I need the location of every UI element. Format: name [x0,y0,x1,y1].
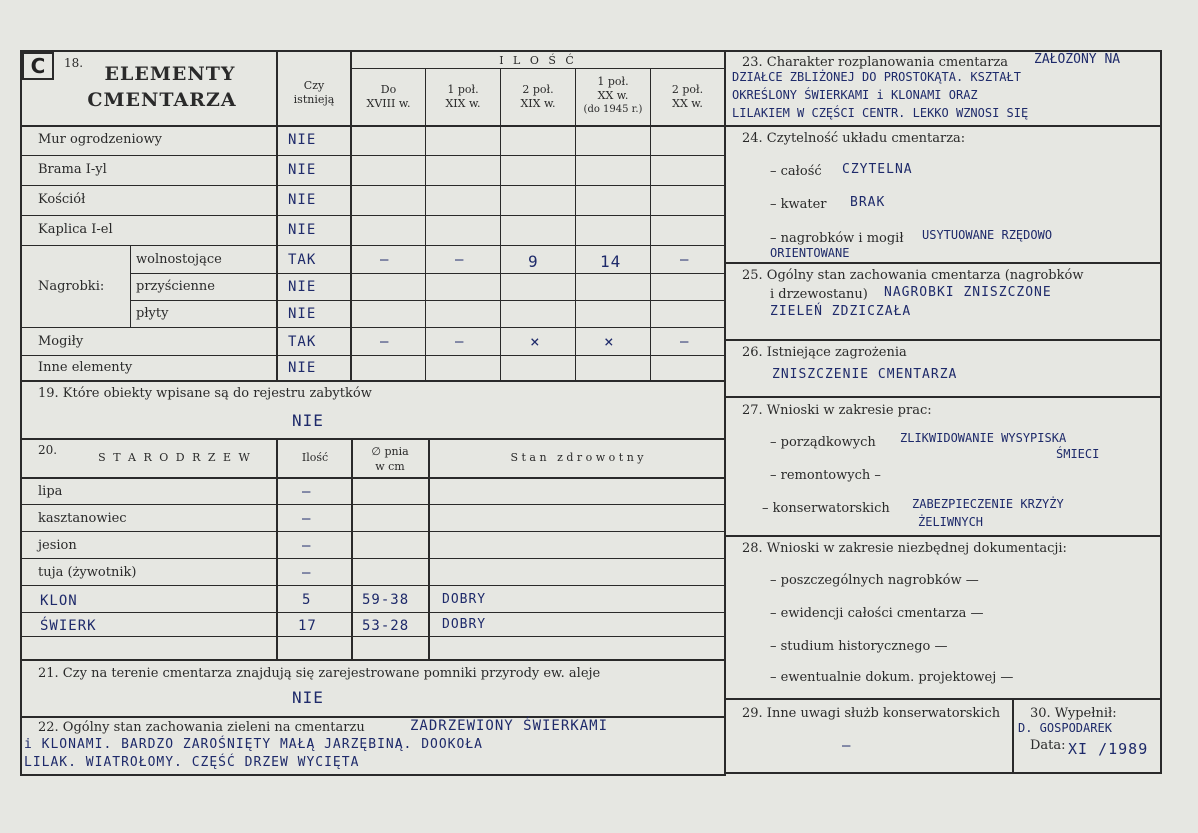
s18-col-3-l2: XX w. [597,89,629,102]
s18-row-line [130,300,724,301]
s18-ilosc-line [350,68,724,69]
s18-row-label: wolnostojące [136,252,222,267]
s18-col-line [276,50,278,381]
s19-bottom [20,438,724,440]
s18-row-label: Mur ogrodzeniowy [38,132,162,147]
s19-value: NIE [292,411,324,430]
s18-qty: — [455,334,465,350]
s20-row-line [20,636,724,637]
s18-qty: — [680,334,690,350]
s24-a-value: CZYTELNA [842,162,913,177]
s29-label: 29. Inne uwagi służb konserwatorskich [742,706,1001,721]
s23-value-1: ZAŁOŻONY NA [1034,52,1121,67]
s18-qty: 9 [528,252,539,271]
s18-exists-value: NIE [288,222,317,238]
s18-bottom [20,380,724,382]
s20-health: DOBRY [442,617,487,632]
s20-count: — [302,538,312,554]
s20-tree-name: lipa [38,484,63,499]
s18-row-line [20,355,724,356]
s18-row-line [20,155,724,156]
s18-row-line [130,273,724,274]
s18-row-label: płyty [136,306,169,321]
s18-col-0-l1: Do [380,83,397,96]
s20-col-line [428,439,430,660]
s20-number: 20. [38,443,58,457]
s22-label: 22. Ogólny stan zachowania zieleni na cmentarzu [38,720,365,735]
s18-exists-value: TAK [288,334,317,350]
s18-row-line [20,185,724,186]
s18-number: 18. [64,56,84,70]
s30-name: D. GOSPODAREK [1018,721,1112,735]
frame-middle [724,50,726,776]
s26-label: 26. Istniejące zagrożenia [742,345,907,360]
s18-row-label: Inne elementy [38,360,133,375]
s18-qty: × [604,332,615,351]
s23-value-3: OKREŚLONY ŚWIERKAMI i KLONAMI ORAZ [732,88,978,102]
s18-col-line [130,245,131,327]
frame-right [1160,50,1162,774]
s27-bottom [724,535,1162,537]
s20-count: — [302,565,312,581]
s18-ilosc-header: I L O Ś Ć [499,54,577,67]
s20-col-count: Ilość [301,451,329,464]
s18-col-2-l2: XIX w. [520,97,556,110]
s28-item: – ewentualnie dokum. projektowej — [770,670,1014,685]
s18-row-line [20,245,724,246]
s18-qty: — [455,252,465,268]
s18-row-label: Kaplica I-el [38,222,113,237]
s23-label: 23. Charakter rozplanowania cmentarza [742,55,1009,70]
s20-row-line [20,504,724,505]
s24-b-label: – kwater [770,197,827,212]
s25-label-1: 25. Ogólny stan zachowania cmentarza (nagrobków [742,268,1084,283]
s27-c-value-2: ŻELIWNYCH [918,515,984,529]
s18-row-label: Kościół [38,192,86,207]
s18-col-1-l1: 1 poł. [447,83,479,96]
s21-value: NIE [292,688,324,707]
s18-col-line [500,68,501,381]
frame-top [20,50,1162,52]
s27-a-label: – porządkowych [770,435,876,450]
s23-value-4: LILAKIEM W CZĘŚCI CENTR. LEKKO WZNOSI SIĘ [732,106,1029,120]
s18-exists-value: NIE [288,132,317,148]
s18-col-3-l3: (do 1945 r.) [583,104,643,115]
s18-exists-value: TAK [288,252,317,268]
s30-label: 30. Wypełnił: [1030,706,1117,721]
s18-row-label: Brama I-yl [38,162,107,177]
s19-label: 19. Które obiekty wpisane są do rejestru zabytków [38,386,372,401]
s24-label: 24. Czytelność układu cmentarza: [742,131,966,146]
s18-qty: — [680,252,690,268]
s21-label: 21. Czy na terenie cmentarza znajdują się zarejestrowane pomniki przyrody ew. aleje [38,666,601,681]
s18-nagrobki-label: Nagrobki: [38,279,105,294]
s28-item: – poszczególnych nagrobków — [770,573,979,588]
s27-b-label: – remontowych – [770,468,881,483]
s27-a-value-2: ŚMIECI [1056,447,1100,461]
s25-label-2: i drzewostanu) [770,287,868,302]
s24-b-value: BRAK [850,195,886,210]
s18-col-4-l1: 2 poł. [671,83,704,96]
s20-row-line [20,612,724,613]
s28-item: – ewidencji całości cmentarza — [770,606,984,621]
s20-col-health: S t a n z d r o w o t n y [510,451,644,464]
frame-bottom [20,774,726,776]
s26-value: ZNISZCZENIE CMENTARZA [772,367,958,382]
s27-label: 27. Wnioski w zakresie prac: [742,403,932,418]
s24-c-label: – nagrobków i mogił [770,231,904,246]
s25-value-1: NAGROBKI ZNISZCZONE [884,285,1052,300]
s18-exists-value: NIE [288,306,317,322]
s30-date-label: Data: [1030,738,1066,753]
s22-value-1: ZADRZEWIONY ŚWIERKAMI [410,718,609,734]
s24-bottom [724,262,1162,264]
s18-qty: — [380,334,390,350]
s18-col-exists-2: istnieją [293,93,335,106]
s20-bottom [20,659,724,661]
s20-row-line [20,558,724,559]
s20-col-line [351,439,353,660]
s18-col-1-l2: XIX w. [445,97,481,110]
s28-item: – studium historycznego — [770,639,948,654]
s18-exists-value: NIE [288,162,317,178]
frame-left [20,50,22,776]
s20-header-bottom [20,477,724,479]
s20-tree-name: ŚWIERK [40,618,97,634]
s20-tree-name: KLON [40,593,78,609]
s20-health: DOBRY [442,592,487,607]
s18-title-1: ELEMENTY [104,63,236,85]
s18-qty: — [380,252,390,268]
s29-value: — [842,738,852,754]
s18-exists-value: NIE [288,360,317,376]
s22-value-3: LILAK. WIATROŁOMY. CZĘŚĆ DRZEW WYCIĘTA [24,755,360,770]
s23-value-2: DZIAŁCE ZBLIŻONEJ DO PROSTOKĄTA. KSZTAŁT [732,70,1021,84]
s18-col-exists-1: Czy [303,79,325,92]
s18-col-line [425,68,426,381]
s18-col-2-l1: 2 poł. [522,83,554,96]
s24-a-label: – całość [770,164,822,179]
s20-count: — [302,511,312,527]
s18-col-line [650,68,651,381]
s28-bottom [724,698,1162,700]
s18-row-line [20,327,724,328]
s20-tree-name: tuja (żywotnik) [38,565,137,580]
s20-row-line [20,585,724,586]
s18-row-label: przyścienne [136,279,215,294]
s22-value-2: i KLONAMI. BARDZO ZAROŚNIĘTY MAŁĄ JARZĘBINĄ. DOOKOŁA [24,737,483,752]
s21-bottom [20,716,724,718]
s18-exists-value: NIE [288,279,317,295]
s18-col-0-l2: XVIII w. [366,97,411,110]
s20-count: — [302,484,312,500]
s18-qty: 14 [600,252,622,271]
s25-value-2: ZIELEŃ ZDZICZAŁA [770,304,912,319]
frame-bottom-right [724,772,1162,774]
s20-row-line [20,531,724,532]
s26-bottom [724,396,1162,398]
s20-col-diam-2: w cm [375,460,405,473]
s20-col-diam-1: ∅ pnia [371,445,409,458]
s24-c-value-1: USYTUOWANE RZĘDOWO [922,228,1053,242]
s18-col-4-l2: XX w. [672,97,703,110]
s27-c-value-1: ZABEZPIECZENIE KRZYŻY [912,497,1064,511]
s27-a-value-1: ZLIKWIDOWANIE WYSYPISKA [900,431,1067,445]
s20-count: 17 [298,618,317,634]
s24-c-value-2: ORIENTOWANE [770,246,850,260]
s20-diam: 53-28 [362,618,410,634]
s20-tree-name: kasztanowiec [38,511,127,526]
s29-divider [1012,698,1014,774]
s20-header: S T A R O D R Z E W [98,451,252,464]
s18-row-label: Mogiły [38,334,84,349]
s28-label: 28. Wnioski w zakresie niezbędnej dokumentacji: [742,541,1067,556]
s27-c-label: – konserwatorskich [762,501,890,516]
s23-bottom [724,125,1162,127]
section-letter: C [22,52,54,80]
s18-exists-value: NIE [288,192,317,208]
s18-col-3-l1: 1 poł. [597,75,629,88]
s18-qty: × [530,332,541,351]
s20-diam: 59-38 [362,592,410,608]
s25-bottom [724,339,1162,341]
s18-header-bottom [20,125,724,127]
s20-count: 5 [302,592,312,608]
s18-title-2: CMENTARZA [87,89,237,111]
s20-col-line [276,439,278,660]
s18-row-line [20,215,724,216]
s20-tree-name: jesion [38,538,77,553]
s30-date: XI /1989 [1068,740,1149,758]
